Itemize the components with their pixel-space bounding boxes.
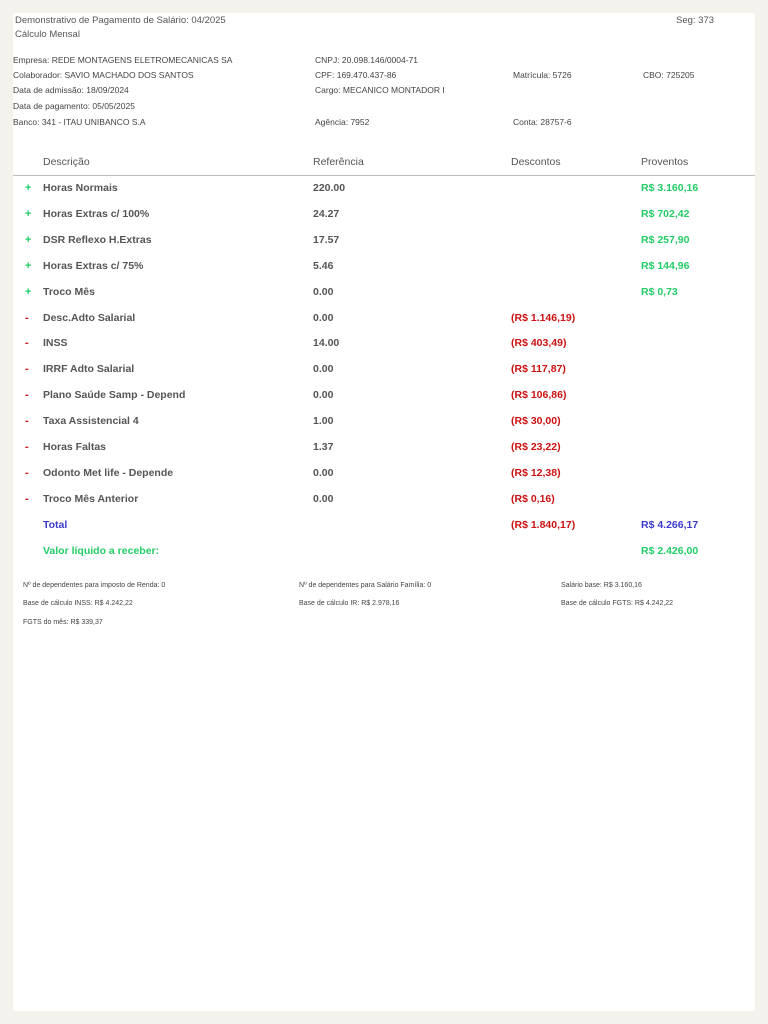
row-sign: - bbox=[25, 415, 29, 427]
row-proventos: R$ 257,90 bbox=[641, 234, 690, 246]
cargo-label: Cargo: MECANICO MONTADOR I bbox=[315, 85, 445, 95]
row-proventos: R$ 144,96 bbox=[641, 260, 690, 272]
row-referencia: 1.00 bbox=[313, 415, 334, 427]
row-descricao: INSS bbox=[43, 337, 68, 349]
row-descricao: IRRF Adto Salarial bbox=[43, 363, 135, 375]
row-sign: - bbox=[25, 467, 29, 479]
row-descricao: Horas Extras c/ 100% bbox=[43, 208, 150, 220]
matricula-label: Matrícula: 5726 bbox=[513, 70, 572, 80]
seg-number: Seg: 373 bbox=[676, 15, 715, 26]
row-descricao: Troco Mês Anterior bbox=[43, 493, 139, 505]
total-descontos: (R$ 1.840,17) bbox=[511, 519, 576, 531]
total-proventos: R$ 4.266,17 bbox=[641, 519, 699, 531]
banco-label: Banco: 341 - ITAU UNIBANCO S.A bbox=[13, 117, 146, 127]
header-divider bbox=[13, 175, 755, 176]
row-referencia: 0.00 bbox=[313, 389, 334, 401]
row-sign: + bbox=[25, 286, 32, 298]
row-proventos: R$ 0,73 bbox=[641, 286, 678, 298]
base-calculo-fgts: Base de cálculo FGTS: R$ 4.242,22 bbox=[561, 600, 674, 607]
row-referencia: 14.00 bbox=[313, 337, 340, 349]
col-header-referencia: Referência bbox=[313, 156, 364, 168]
row-descricao: DSR Reflexo H.Extras bbox=[43, 234, 152, 246]
row-sign: - bbox=[25, 389, 29, 401]
row-sign: - bbox=[25, 312, 29, 324]
dependentes-ir: Nº de dependentes para imposto de Renda: 0 bbox=[23, 582, 166, 589]
empresa-label: Empresa: REDE MONTAGENS ELETROMECANICAS SA bbox=[13, 55, 233, 65]
cbo-label: CBO: 725205 bbox=[643, 70, 695, 80]
row-referencia: 0.00 bbox=[313, 467, 334, 479]
salario-base: Salário base: R$ 3.160,16 bbox=[561, 582, 642, 589]
row-descricao: Horas Extras c/ 75% bbox=[43, 260, 144, 272]
row-proventos: R$ 3.160,16 bbox=[641, 182, 699, 194]
row-descricao: Odonto Met life - Depende bbox=[43, 467, 174, 479]
row-referencia: 0.00 bbox=[313, 363, 334, 375]
fgts-mes: FGTS do mês: R$ 339,37 bbox=[23, 619, 103, 626]
row-referencia: 0.00 bbox=[313, 493, 334, 505]
row-sign: + bbox=[25, 234, 32, 246]
admissao-label: Data de admissão: 18/09/2024 bbox=[13, 85, 129, 95]
row-sign: - bbox=[25, 441, 29, 453]
col-header-descricao: Descrição bbox=[43, 156, 90, 168]
row-descricao: Horas Normais bbox=[43, 182, 118, 194]
base-calculo-ir: Base de cálculo IR: R$ 2.978,16 bbox=[299, 600, 400, 607]
row-referencia: 1.37 bbox=[313, 441, 334, 453]
pagamento-label: Data de pagamento: 05/05/2025 bbox=[13, 101, 135, 111]
conta-label: Conta: 28757-6 bbox=[513, 117, 572, 127]
col-header-descontos: Descontos bbox=[511, 156, 561, 168]
row-descontos: (R$ 117,87) bbox=[511, 363, 566, 375]
row-sign: - bbox=[25, 363, 29, 375]
liquido-valor: R$ 2.426,00 bbox=[641, 545, 699, 557]
row-sign: + bbox=[25, 182, 32, 194]
cpf-label: CPF: 169.470.437-86 bbox=[315, 70, 397, 80]
row-sign: - bbox=[25, 337, 29, 349]
row-proventos: R$ 702,42 bbox=[641, 208, 690, 220]
row-referencia: 0.00 bbox=[313, 312, 334, 324]
cnpj-label: CNPJ: 20.098.146/0004-71 bbox=[315, 55, 419, 65]
liquido-label: Valor líquido a receber: bbox=[43, 545, 160, 557]
row-referencia: 0.00 bbox=[313, 286, 334, 298]
row-descricao: Taxa Assistencial 4 bbox=[43, 415, 139, 427]
payslip-page bbox=[13, 13, 755, 1011]
row-sign: + bbox=[25, 208, 32, 220]
row-sign: + bbox=[25, 260, 32, 272]
colaborador-label: Colaborador: SAVIO MACHADO DOS SANTOS bbox=[13, 70, 194, 80]
row-descricao: Horas Faltas bbox=[43, 441, 107, 453]
row-descricao: Troco Mês bbox=[43, 286, 95, 298]
row-descricao: Desc.Adto Salarial bbox=[43, 312, 136, 324]
col-header-proventos: Proventos bbox=[641, 156, 689, 168]
row-descontos: (R$ 1.146,19) bbox=[511, 312, 576, 324]
row-referencia: 5.46 bbox=[313, 260, 334, 272]
dependentes-salario-familia: Nº de dependentes para Salário Família: 0 bbox=[299, 582, 432, 589]
row-descontos: (R$ 0,16) bbox=[511, 493, 555, 505]
document-subtitle: Cálculo Mensal bbox=[15, 29, 80, 40]
total-label: Total bbox=[43, 519, 68, 531]
row-referencia: 220.00 bbox=[313, 182, 346, 194]
row-descontos: (R$ 30,00) bbox=[511, 415, 561, 427]
row-referencia: 17.57 bbox=[313, 234, 340, 246]
base-calculo-inss: Base de cálculo INSS: R$ 4.242,22 bbox=[23, 600, 133, 607]
row-sign: - bbox=[25, 493, 29, 505]
row-descontos: (R$ 106,86) bbox=[511, 389, 567, 401]
row-descontos: (R$ 403,49) bbox=[511, 337, 567, 349]
row-referencia: 24.27 bbox=[313, 208, 340, 220]
agencia-label: Agência: 7952 bbox=[315, 117, 370, 127]
row-descontos: (R$ 12,38) bbox=[511, 467, 561, 479]
row-descontos: (R$ 23,22) bbox=[511, 441, 561, 453]
row-descricao: Plano Saúde Samp - Depend bbox=[43, 389, 186, 401]
document-title: Demonstrativo de Pagamento de Salário: 04/2025 bbox=[15, 15, 226, 26]
